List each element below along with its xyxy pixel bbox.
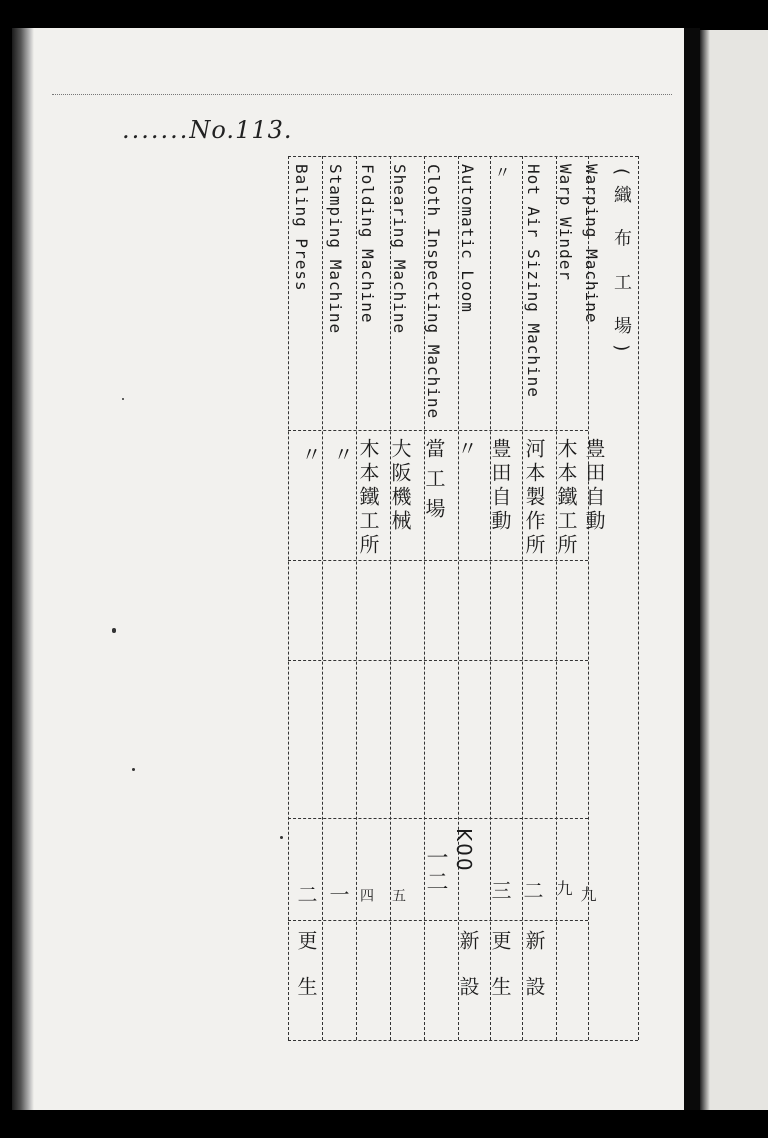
machine-name-2: Warp Winder: [556, 164, 575, 281]
scan-speck: [122, 398, 124, 400]
row-divider: [288, 156, 289, 1040]
quantity-10: 二: [294, 884, 318, 906]
scan-speck: [280, 836, 283, 839]
machine-name-5: Automatic Loom: [458, 164, 477, 313]
row-divider: [356, 156, 357, 1040]
table-top-border: [288, 156, 638, 157]
maker-name-8: 木本鐵工所: [356, 438, 380, 558]
row-divider: [490, 156, 491, 1040]
quantity-3: 二: [520, 880, 544, 902]
note-4: 更生: [488, 930, 512, 1022]
machine-name-9: Stamping Machine: [326, 164, 345, 335]
maker-name-2: 木本鐵工所: [554, 438, 578, 558]
row-divider: [556, 156, 557, 1040]
blank-column-divider: [288, 560, 588, 561]
row-divider: [322, 156, 323, 1040]
maker-name-10: 〃: [298, 444, 322, 468]
adjacent-page-edge: [700, 30, 768, 1110]
row-divider: [522, 156, 523, 1040]
maker-name-6: 當工場: [422, 438, 446, 528]
machine-name-8: Folding Machine: [358, 164, 377, 324]
machine-name-3: Hot Air Sizing Machine: [524, 164, 543, 398]
qty-column-divider: [288, 818, 588, 819]
quantity-9: 一: [326, 884, 350, 906]
maker-name-9: 〃: [330, 444, 354, 468]
maker-column-divider: [288, 430, 588, 431]
machine-name-10: Baling Press: [292, 164, 311, 292]
machine-name-1: Warping Machine: [582, 164, 601, 324]
section-title: (織 布 工 場): [611, 168, 632, 362]
handwritten-reference-note: .......No.113.: [122, 116, 293, 144]
scan-speck: [112, 628, 116, 633]
maker-name-1: 豊田自動: [582, 438, 606, 534]
maker-name-4: 豊田自動: [488, 438, 512, 534]
machine-name-4: 〃: [492, 164, 511, 181]
scan-speck: [132, 768, 135, 771]
machine-name-7: Shearing Machine: [390, 164, 409, 335]
document-page: [12, 28, 684, 1110]
note-3: 新設: [522, 930, 546, 1022]
quantity-8: 四: [358, 888, 374, 904]
quantity-6: 一二: [423, 846, 448, 894]
maker-name-5: 〃: [454, 438, 478, 462]
quantity-1: 九: [578, 886, 597, 904]
quantity-5: K00: [452, 828, 476, 873]
note-10: 更生: [294, 930, 318, 1022]
top-rule: [52, 94, 672, 95]
note-column-divider: [288, 920, 588, 921]
blank-column-divider-2: [288, 660, 588, 661]
row-divider: [638, 156, 639, 1040]
book-gutter: [684, 28, 700, 1110]
maker-name-7: 大阪機械: [388, 438, 412, 534]
note-5: 新設: [456, 930, 480, 1022]
quantity-4: 三: [488, 880, 512, 902]
machine-name-6: Cloth Inspecting Machine: [424, 164, 443, 420]
maker-name-3: 河本製作所: [522, 438, 546, 558]
quantity-7: 五: [390, 888, 406, 904]
table-bottom-border: [288, 1040, 638, 1041]
quantity-2: 九: [554, 880, 573, 898]
